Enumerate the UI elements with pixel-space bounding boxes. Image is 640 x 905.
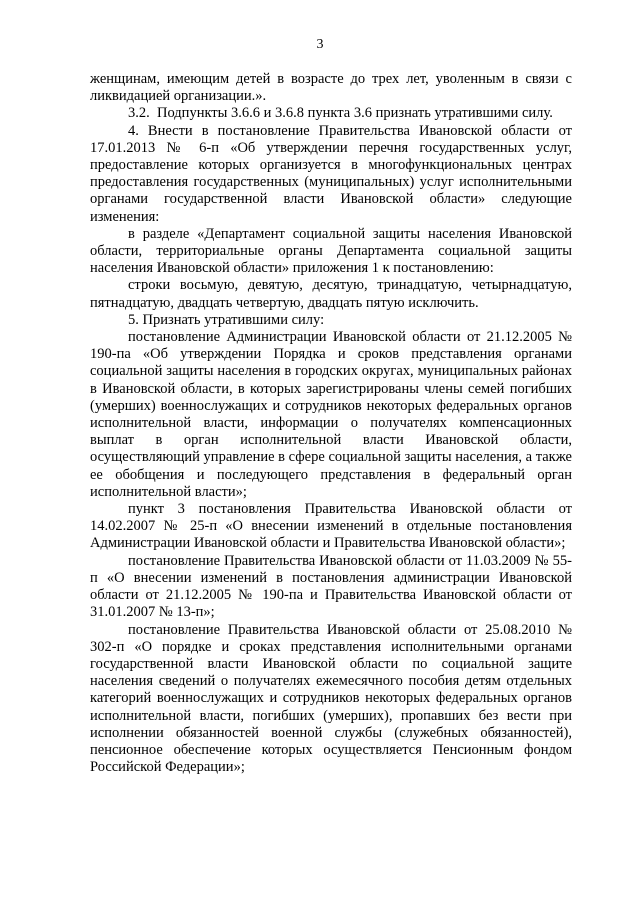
paragraph-5: 5. Признать утратившими силу: [128, 311, 325, 328]
paragraph-4-section: в разделе «Департамент социальной защиты населения Ивановской области, территориальные органы Департамента социальной защиты населения Ивановской области» приложения 1 к постановлению: [90, 225, 572, 277]
paragraph-5-item-1: постановление Администрации Ивановской области от 21.12.2005 № 190-па «Об утверждении Порядка и сроков представления органами социальной защиты населения в городских округах, муниципальных районах в Ивановской области, в которых зарегистрированы члены семей погибших (умерших) военнослужащих и сотрудников некоторых федеральных органов исполнительной власти, информации о получателях компенсационных выплат в орган исполнительной власти Ивановской области, осуществляющий управление в сфере социальной защиты населения, а также ее обобщения и последующего представления в федеральный орган исполнительной власти»; [90, 329, 572, 500]
paragraph-5-item-3: постановление Правительства Ивановской области от 11.03.2009 № 55-п «О внесении изменений в постановления администрации Ивановской области от 21.12.2005 № 190-па и Правительства Ивановской области от 31.01.2007 № 13-п»; [90, 552, 572, 621]
page-number: 3 [316, 37, 324, 52]
paragraph-continuation: женщинам, имеющим детей в возрасте до трех лет, уволенным в связи с ликвидацией организации.». [90, 71, 572, 105]
paragraph-4-rows: строки восьмую, девятую, десятую, тринадцатую, четырнадцатую, пятнадцатую, двадцать четвертую, двадцать пятую исключить. [90, 277, 572, 311]
paragraph-4: 4. Внести в постановление Правительства Ивановской области от 17.01.2013 № 6-п «Об утверждении перечня государственных услуг, предоставление которых организуется в многофункциональных центрах предоставления государственных (муниципальных) услуг исполнительными органами государственной власти Ивановской области» следующие изменения: [90, 122, 572, 225]
paragraph-5-item-4: постановление Правительства Ивановской области от 25.08.2010 № 302-п «О порядке и сроках представления исполнительными органами государственной власти Ивановской области по социальной защите населения сведений о получателях ежемесячного пособия детям отдельных категорий военнослужащих и сотрудников некоторых федеральных органов исполнительной власти, погибших (умерших), пропавших без вести при исполнении обязанностей военной службы (служебных обязанностей), пенсионное обеспечение которых осуществляется Пенсионным фондом Российской Федерации»; [90, 621, 572, 776]
document-body [90, 71, 572, 776]
paragraph-5-item-2: пункт 3 постановления Правительства Ивановской области от 14.02.2007 № 25-п «О внесении изменений в отдельные постановления Администрации Ивановской области и Правительства Ивановской области»; [90, 501, 572, 552]
paragraph-3-2: 3.2. Подпункты 3.6.6 и 3.6.8 пункта 3.6 признать утратившими силу. [128, 105, 553, 122]
